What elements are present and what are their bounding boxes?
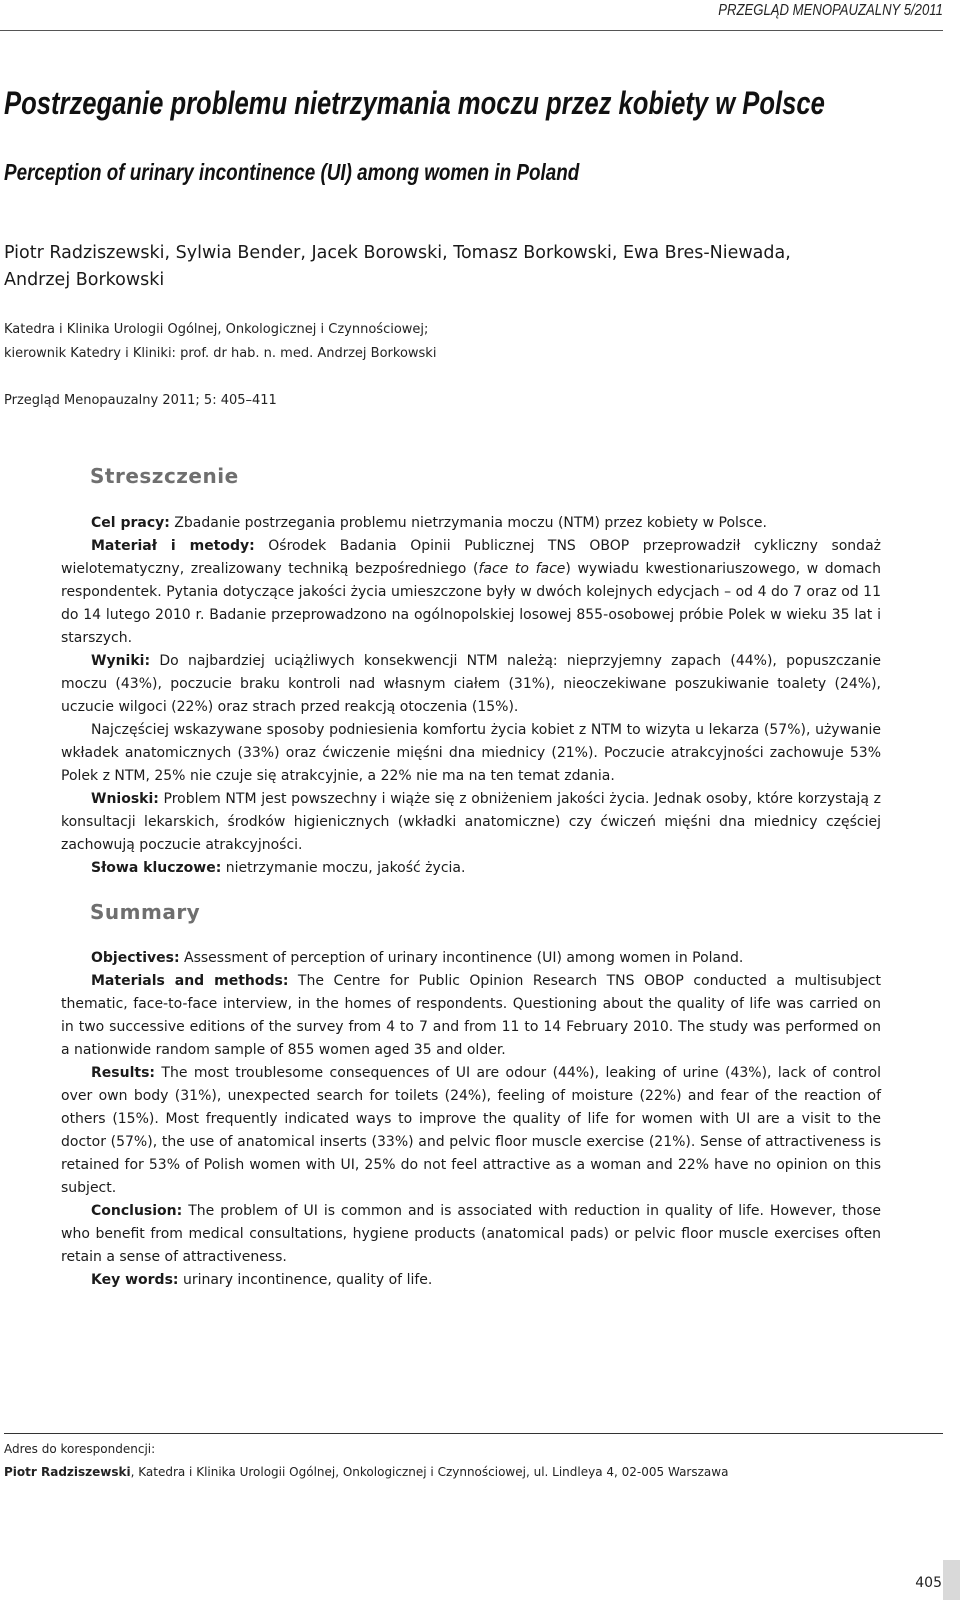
- summary-paragraph-objectives: [61, 947, 881, 970]
- affiliation-line-1: Katedra i Klinika Urologii Ogólnej, Onkologicznej i Czynnościowej;: [4, 322, 429, 337]
- results-label: Results:: [91, 1065, 155, 1081]
- streszczenie-heading: Streszczenie: [90, 464, 239, 488]
- material-label: Materiał i metody:: [91, 538, 255, 554]
- keywords-label: Key words:: [91, 1272, 179, 1288]
- summary-heading: Summary: [90, 900, 201, 924]
- abstract-paragraph-wnioski: [61, 788, 881, 857]
- results-text: The most troublesome consequences of UI are odour (44%), leaking of urine (43%), lack of control over own body (31%), unexpected search for toilets (24%), feeling of moisture (22%) and fear of the reaction of others (15%). Most frequently indicated ways to improve the quality of life for women with UI are a visit to the doctor (57%), the use of anatomical inserts (33%) and pelvic floor muscle exercise (21%). Sense of attractiveness is retained for 53% of Polish women with UI, 25% do not feel attractive as a woman and 22% have no opinion on this subject.: [61, 1065, 881, 1196]
- affiliation: [4, 318, 944, 366]
- slowa-kluczowe-label: Słowa kluczowe:: [91, 860, 222, 876]
- author-list: [4, 240, 944, 294]
- keywords-text: urinary incontinence, quality of life.: [178, 1272, 433, 1288]
- correspondence-author: Piotr Radziszewski: [4, 1465, 131, 1479]
- material-text-2: ) wywiadu kwestionariuszowego, w domach respondentek. Pytania dotyczące jakości życia umieszczone były w dwóch kolejnych edycjach – od 4 do 7 oraz od 11 do 14 lutego 2010 r. Badanie przeprowadzono na ogólnopolskiej losowej 855-osobowej próbie Polek w wieku 35 lat i starszych.: [61, 561, 882, 646]
- methods-label: Materials and methods:: [91, 973, 289, 989]
- wnioski-text: Problem NTM jest powszechny i wiąże się z obniżeniem jakości życia. Jednak osoby, które korzystają z konsultacji lekarskich, środków higienicznych (wkładki anatomiczne) czy ćwiczeń mięśni dna miednicy częściej zachowują poczucie atrakcyjności.: [61, 791, 881, 853]
- conclusion-text: The problem of UI is common and is associated with reduction in quality of life. However, those who benefit from medical consultations, hygiene products (anatomical pads) or pelvic floor muscle exercises often retain a sense of attractiveness.: [61, 1203, 881, 1265]
- author-line-2: Andrzej Borkowski: [4, 270, 165, 290]
- abstract-paragraph-wyniki: [61, 650, 881, 719]
- correspondence-label: Adres do korespondencji:: [4, 1442, 156, 1456]
- footer-rule: [4, 1433, 943, 1434]
- page-number: 405: [915, 1575, 942, 1591]
- correspondence-address: , Katedra i Klinika Urologii Ogólnej, Onkologicznej i Czynnościowej, ul. Lindleya 4, 02-005 Warszawa: [130, 1465, 729, 1479]
- cel-label: Cel pracy:: [91, 515, 170, 531]
- citation: Przegląd Menopauzalny 2011; 5: 405–411: [4, 393, 277, 408]
- correspondence-footer: [4, 1438, 944, 1484]
- polish-abstract: [61, 512, 881, 880]
- author-line-1: Piotr Radziszewski, Sylwia Bender, Jacek Borowski, Tomasz Borkowski, Ewa Bres-Niewada,: [4, 243, 791, 263]
- wyniki-text: Do najbardziej uciążliwych konsekwencji NTM należą: nieprzyjemny zapach (44%), popuszczanie moczu (43%), poczucie braku kontroli nad własnym ciałem (31%), nieoczekiwane poszukiwanie toalety (24%), uczucie wilgoci (22%) oraz strach przed reakcją otoczenia (15%).: [61, 653, 881, 715]
- material-text-1: Ośrodek Badania Opinii Publicznej TNS OBOP przeprowadził cykliczny sondaż wielotematyczny, zrealizowany techniką bezpośredniego (: [61, 538, 881, 577]
- methods-text: The Centre for Public Opinion Research TNS OBOP conducted a multisubject thematic, face-to-face interview, in the homes of respondents. Questioning about the quality of life was carried on in two successive editions of the survey from 4 to 7 and from 11 to 14 February 2010. The study was performed on a nationwide random sample of 855 women aged 35 and older.: [61, 973, 881, 1058]
- abstract-paragraph-slowa: [61, 857, 881, 880]
- material-italic: face to face: [478, 561, 566, 577]
- objectives-label: Objectives:: [91, 950, 180, 966]
- wyniki-label: Wyniki:: [91, 653, 151, 669]
- abstract-paragraph-najczesciej: Najczęściej wskazywane sposoby podniesienia komfortu życia kobiet z NTM to wizyta u lekarza (57%), używanie wkładek anatomicznych (33%) oraz ćwiczenie mięśni dna miednicy (21%). Poczucie atrakcyjności zachowuje 53% Polek z NTM, 25% nie czuje się atrakcyjnie, a 22% nie ma na ten temat zdania.: [61, 722, 881, 784]
- abstract-paragraph-cel: [61, 512, 881, 535]
- summary-paragraph-results: [61, 1062, 881, 1200]
- slowa-kluczowe-text: nietrzymanie moczu, jakość życia.: [221, 860, 466, 876]
- journal-running-header: PRZEGLĄD MENOPAUZALNY 5/2011: [718, 2, 943, 19]
- article-title-polish: Postrzeganie problemu nietrzymania moczu przez kobiety w Polsce: [4, 85, 825, 121]
- cel-text: Zbadanie postrzegania problemu nietrzymania moczu (NTM) przez kobiety w Polsce.: [169, 515, 767, 531]
- wnioski-label: Wnioski:: [91, 791, 159, 807]
- english-summary: [61, 947, 881, 1292]
- summary-paragraph-conclusion: [61, 1200, 881, 1269]
- abstract-paragraph-material: [61, 535, 881, 650]
- summary-paragraph-methods: [61, 970, 881, 1062]
- conclusion-label: Conclusion:: [91, 1203, 183, 1219]
- affiliation-line-2: kierownik Katedry i Kliniki: prof. dr hab. n. med. Andrzej Borkowski: [4, 346, 437, 361]
- header-rule: [0, 30, 943, 31]
- correspondence-address-line: [4, 1461, 944, 1484]
- title-block: [4, 84, 944, 187]
- objectives-text: Assessment of perception of urinary incontinence (UI) among women in Poland.: [179, 950, 744, 966]
- article-title-english: Perception of urinary incontinence (UI) among women in Poland: [4, 159, 580, 185]
- summary-paragraph-keywords: [61, 1269, 881, 1292]
- page-corner-tab: [943, 1560, 960, 1600]
